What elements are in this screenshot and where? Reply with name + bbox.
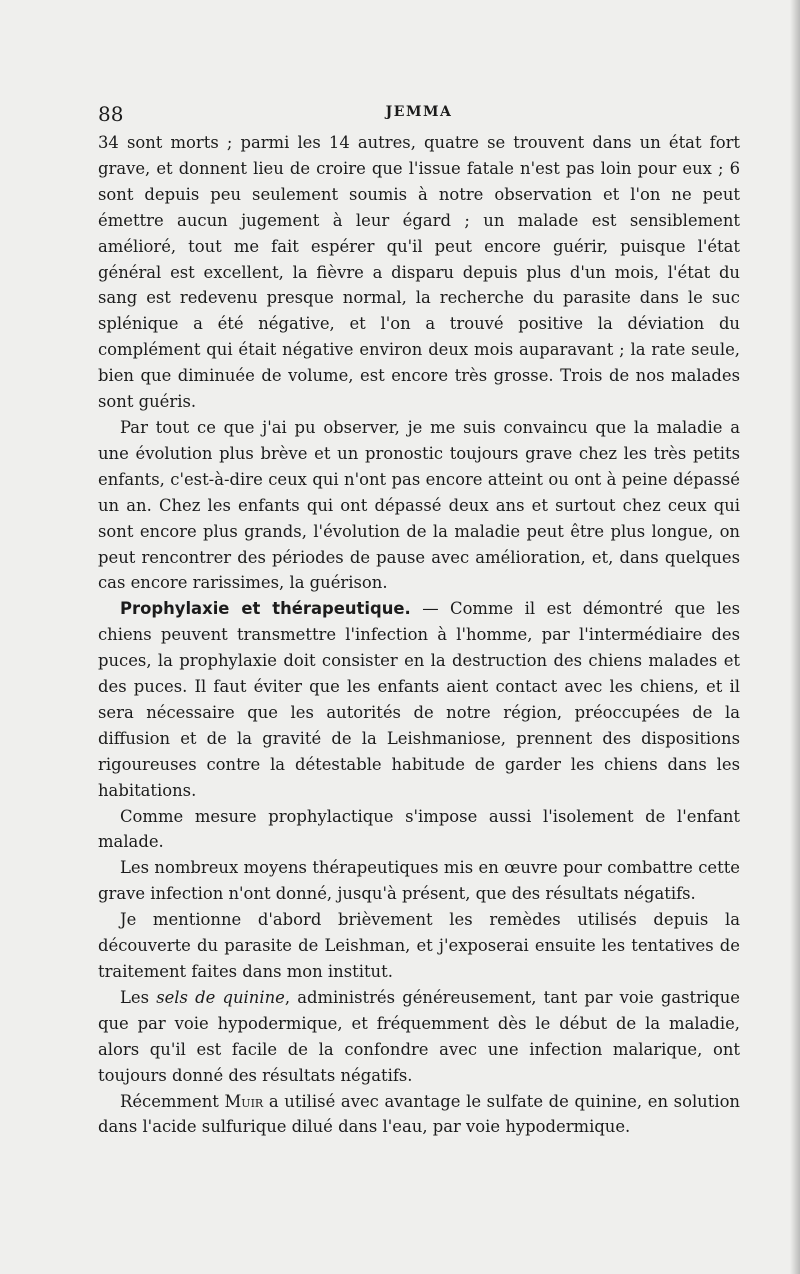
- paragraph-3-text: — Comme il est démontré que les chiens peuvent transmettre l'infection à l'homme, par l'intermédiaire des puces, la prophylaxie doit consister en la destruction des chiens malades et des puces. Il faut éviter que les enfants aient contact avec les chiens, et il sera nécessaire que les autorités de notre région, préoccupées de la diffusion et de la gravité de la Leishmaniose, prennent des dispositions rigoureuses contre la détestable habitude de garder les chiens dans les habitations.: [98, 599, 740, 800]
- paragraph-7-italic: sels de quinine: [156, 987, 285, 1007]
- paragraph-4: Comme mesure prophylactique s'impose aussi l'isolement de l'enfant malade.: [98, 806, 740, 852]
- paragraph-7-lead: Les: [120, 987, 157, 1007]
- paragraph-6: Je mentionne d'abord brièvement les remèdes utilisés depuis la découverte du parasite de Leishman, et j'exposerai ensuite les tentatives de traitement faites dans mon institut.: [98, 910, 740, 981]
- paragraph-7-text: , administrés généreusement, tant par voie gastrique que par voie hypodermique, et fréquemment dès le début de la maladie, alors qu'il est facile de la confondre avec une infection malarique, ont toujours donné des résultats négatifs.: [98, 987, 740, 1085]
- paragraph-8: [98, 1089, 740, 1141]
- page-number: 88: [98, 102, 124, 126]
- body-text: [98, 130, 740, 1140]
- running-title: JEMMA: [385, 104, 453, 120]
- paragraph-8-text: a utilisé avec avantage le sulfate de quinine, en solution dans l'acide sulfurique dilué dans l'eau, par voie hypodermique.: [98, 1091, 740, 1137]
- paragraph-2: Par tout ce que j'ai pu observer, je me suis convaincu que la maladie a une évolution plus brève et un pronostic toujours grave chez les très petits enfants, c'est-à-dire ceux qui n'ont pas encore atteint ou ont à peine dépassé un an. Chez les enfants qui ont dépassé deux ans et surtout chez ceux qui sont encore plus grands, l'évolution de la maladie peut être plus longue, on peut rencontrer des périodes de pause avec amélioration, et, dans quelques cas encore rarissimes, la guérison.: [98, 417, 740, 593]
- scan-edge-shadow: [790, 0, 800, 1274]
- book-page: [98, 100, 740, 1140]
- paragraph-7: [98, 985, 740, 1089]
- paragraph-8-lead: Récemment: [120, 1091, 225, 1111]
- running-head: [98, 100, 740, 130]
- author-name: Muir: [224, 1091, 264, 1111]
- section-heading: Prophylaxie et thérapeutique.: [120, 599, 411, 619]
- paragraph-3: [98, 596, 740, 803]
- paragraph-1: 34 sont morts ; parmi les 14 autres, quatre se trouvent dans un état fort grave, et donnent lieu de croire que l'issue fatale n'est pas loin pour eux ; 6 sont depuis peu seulement soumis à notre observation et l'on ne peut émettre aucun jugement à leur égard ; un malade est sensiblement amélioré, tout me fait espérer qu'il peut encore guérir, puisque l'état général est excellent, la fièvre a disparu depuis plus d'un mois, l'état du sang est redevenu presque normal, la recherche du parasite dans le suc splénique a été négative, et l'on a trouvé positive la déviation du complément qui était négative environ deux mois auparavant ; la rate seule, bien que diminuée de volume, est encore très grosse. Trois de nos malades sont guéris.: [98, 133, 740, 412]
- paragraph-5: Les nombreux moyens thérapeutiques mis en œuvre pour combattre cette grave infection n'ont donné, jusqu'à présent, que des résultats négatifs.: [98, 858, 740, 904]
